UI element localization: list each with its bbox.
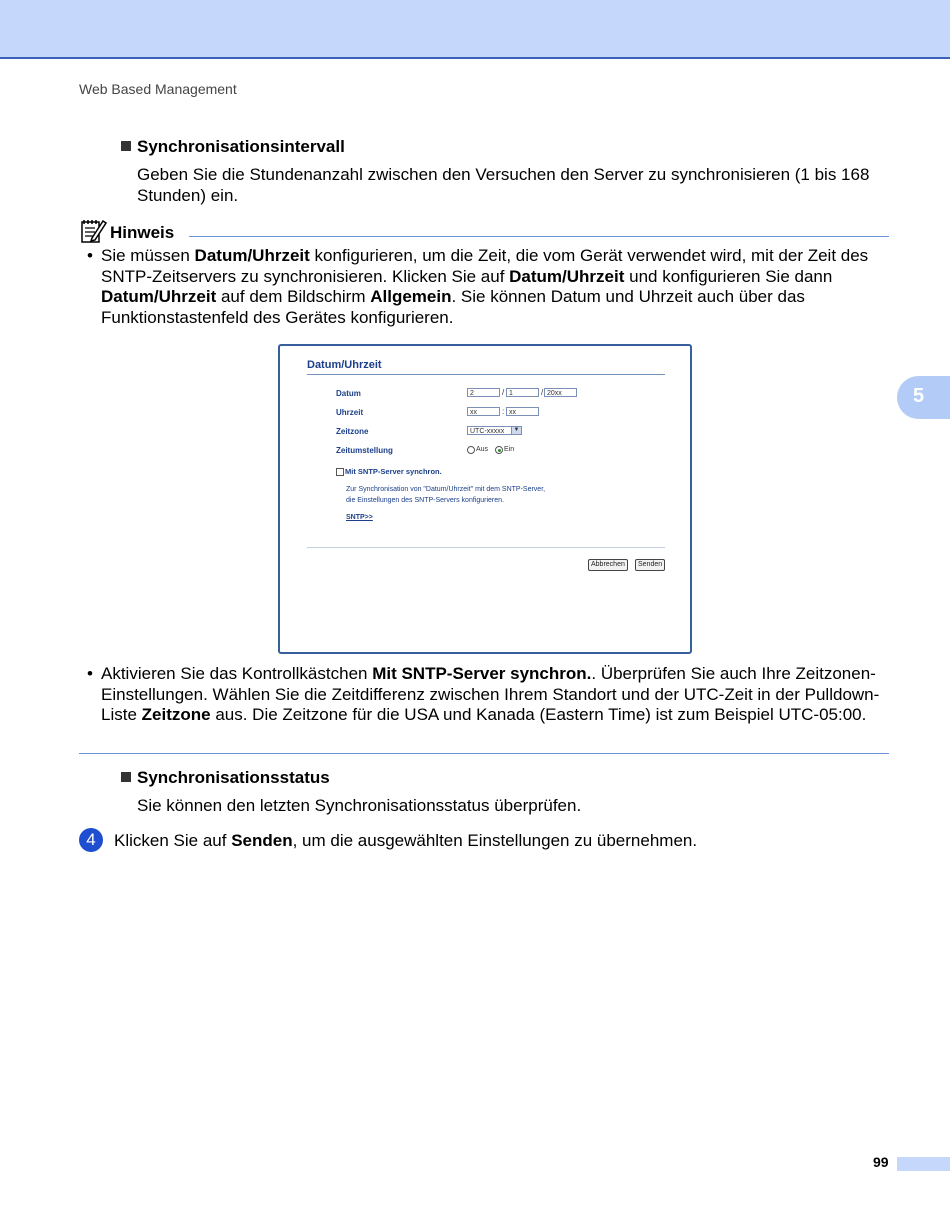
note-label: Hinweis (110, 223, 175, 242)
note-rule (189, 236, 889, 237)
date-month-field[interactable]: 1 (506, 388, 539, 397)
screenshot-title: Datum/Uhrzeit (307, 359, 382, 371)
timezone-label: Zeitzone (336, 427, 369, 436)
dst-on-radio[interactable] (495, 446, 503, 454)
sntp-info-line-1: Zur Synchronisation von "Datum/Uhrzeit" mit dem SNTP-Server, (346, 486, 546, 493)
chapter-number: 5 (913, 385, 925, 407)
bullet-dot: • (87, 246, 93, 265)
page-number-bar (897, 1157, 950, 1171)
screenshot-divider (307, 547, 665, 548)
note-header (79, 218, 889, 244)
running-head: Web Based Management (79, 81, 237, 97)
dst-label: Zeitumstellung (336, 446, 393, 455)
sntp-info-line-2: die Einstellungen des SNTP-Servers konfigurieren. (346, 497, 504, 504)
page-number: 99 (873, 1154, 889, 1170)
bullet-dot: • (87, 664, 93, 683)
square-bullet-icon (121, 772, 131, 782)
step-text: Klicken Sie auf Senden, um die ausgewählten Einstellungen zu übernehmen. (114, 831, 698, 850)
cancel-button[interactable]: Abbrechen (588, 559, 628, 571)
date-separator: / (541, 388, 544, 397)
square-bullet-icon (121, 141, 131, 151)
section-heading-sync-interval: Synchronisationsintervall (121, 137, 345, 157)
date-year-field[interactable]: 20xx (544, 388, 577, 397)
sntp-sync-checkbox[interactable] (336, 468, 344, 476)
time-label: Uhrzeit (336, 408, 364, 417)
date-label: Datum (336, 389, 361, 398)
dst-off-label: Aus (476, 446, 489, 453)
date-day-field[interactable]: 2 (467, 388, 500, 397)
time-hour-field[interactable]: xx (467, 407, 500, 416)
chapter-tab (897, 376, 950, 419)
sntp-sync-label: Mit SNTP-Server synchron. (345, 467, 442, 476)
section-body-sync-status: Sie können den letzten Synchronisationsstatus überprüfen. (137, 796, 582, 815)
section-body-sync-interval: Geben Sie die Stundenanzahl zwischen den Versuchen den Server zu synchronisieren (1 bis 168 Stunden) ein. (137, 165, 870, 205)
note-bullet-2: Aktivieren Sie das Kontrollkästchen Mit SNTP-Server synchron.. Überprüfen Sie auch Ihre Zeitzonen-Einstellungen. Wählen Sie die Zeitdifferenz zwischen Ihrem Standort und der UTC-Zeit in der Pulldown-Liste Zeitzone aus. Die Zeitzone für die USA und Kanada (Eastern Time) ist zum Beispiel UTC-05:00. (101, 664, 880, 724)
send-button[interactable]: Senden (635, 559, 665, 571)
chevron-down-icon: ▼ (511, 427, 521, 434)
time-minute-field[interactable]: xx (506, 407, 539, 416)
note-pencil-icon (79, 218, 107, 244)
dst-on-label: Ein (504, 446, 515, 453)
dst-off-radio[interactable] (467, 446, 475, 454)
step-number-badge: 4 (79, 828, 103, 852)
screenshot-title-rule (307, 374, 665, 375)
date-separator: / (502, 388, 505, 397)
note-bullet-1: Sie müssen Datum/Uhrzeit konfigurieren, um die Zeit, die vom Gerät verwendet wird, mit der Zeit des SNTP-Zeitservers zu synchronisieren. Klicken Sie auf Datum/Uhrzeit und konfigurieren Sie dann Datum/Uhrzeit auf dem Bildschirm Allgemein. Sie können Datum und Uhrzeit auch über das Funktionstastenfeld des Gerätes konfigurieren. (101, 246, 869, 327)
note-end-rule (79, 753, 889, 754)
timezone-select[interactable]: UTC-xxxxx ▼ (467, 426, 522, 435)
time-separator: : (502, 407, 505, 416)
section-heading-sync-status: Synchronisationsstatus (121, 768, 330, 788)
sntp-link[interactable]: SNTP>> (346, 514, 373, 521)
top-band (0, 0, 950, 59)
datetime-settings-screenshot (278, 344, 692, 654)
